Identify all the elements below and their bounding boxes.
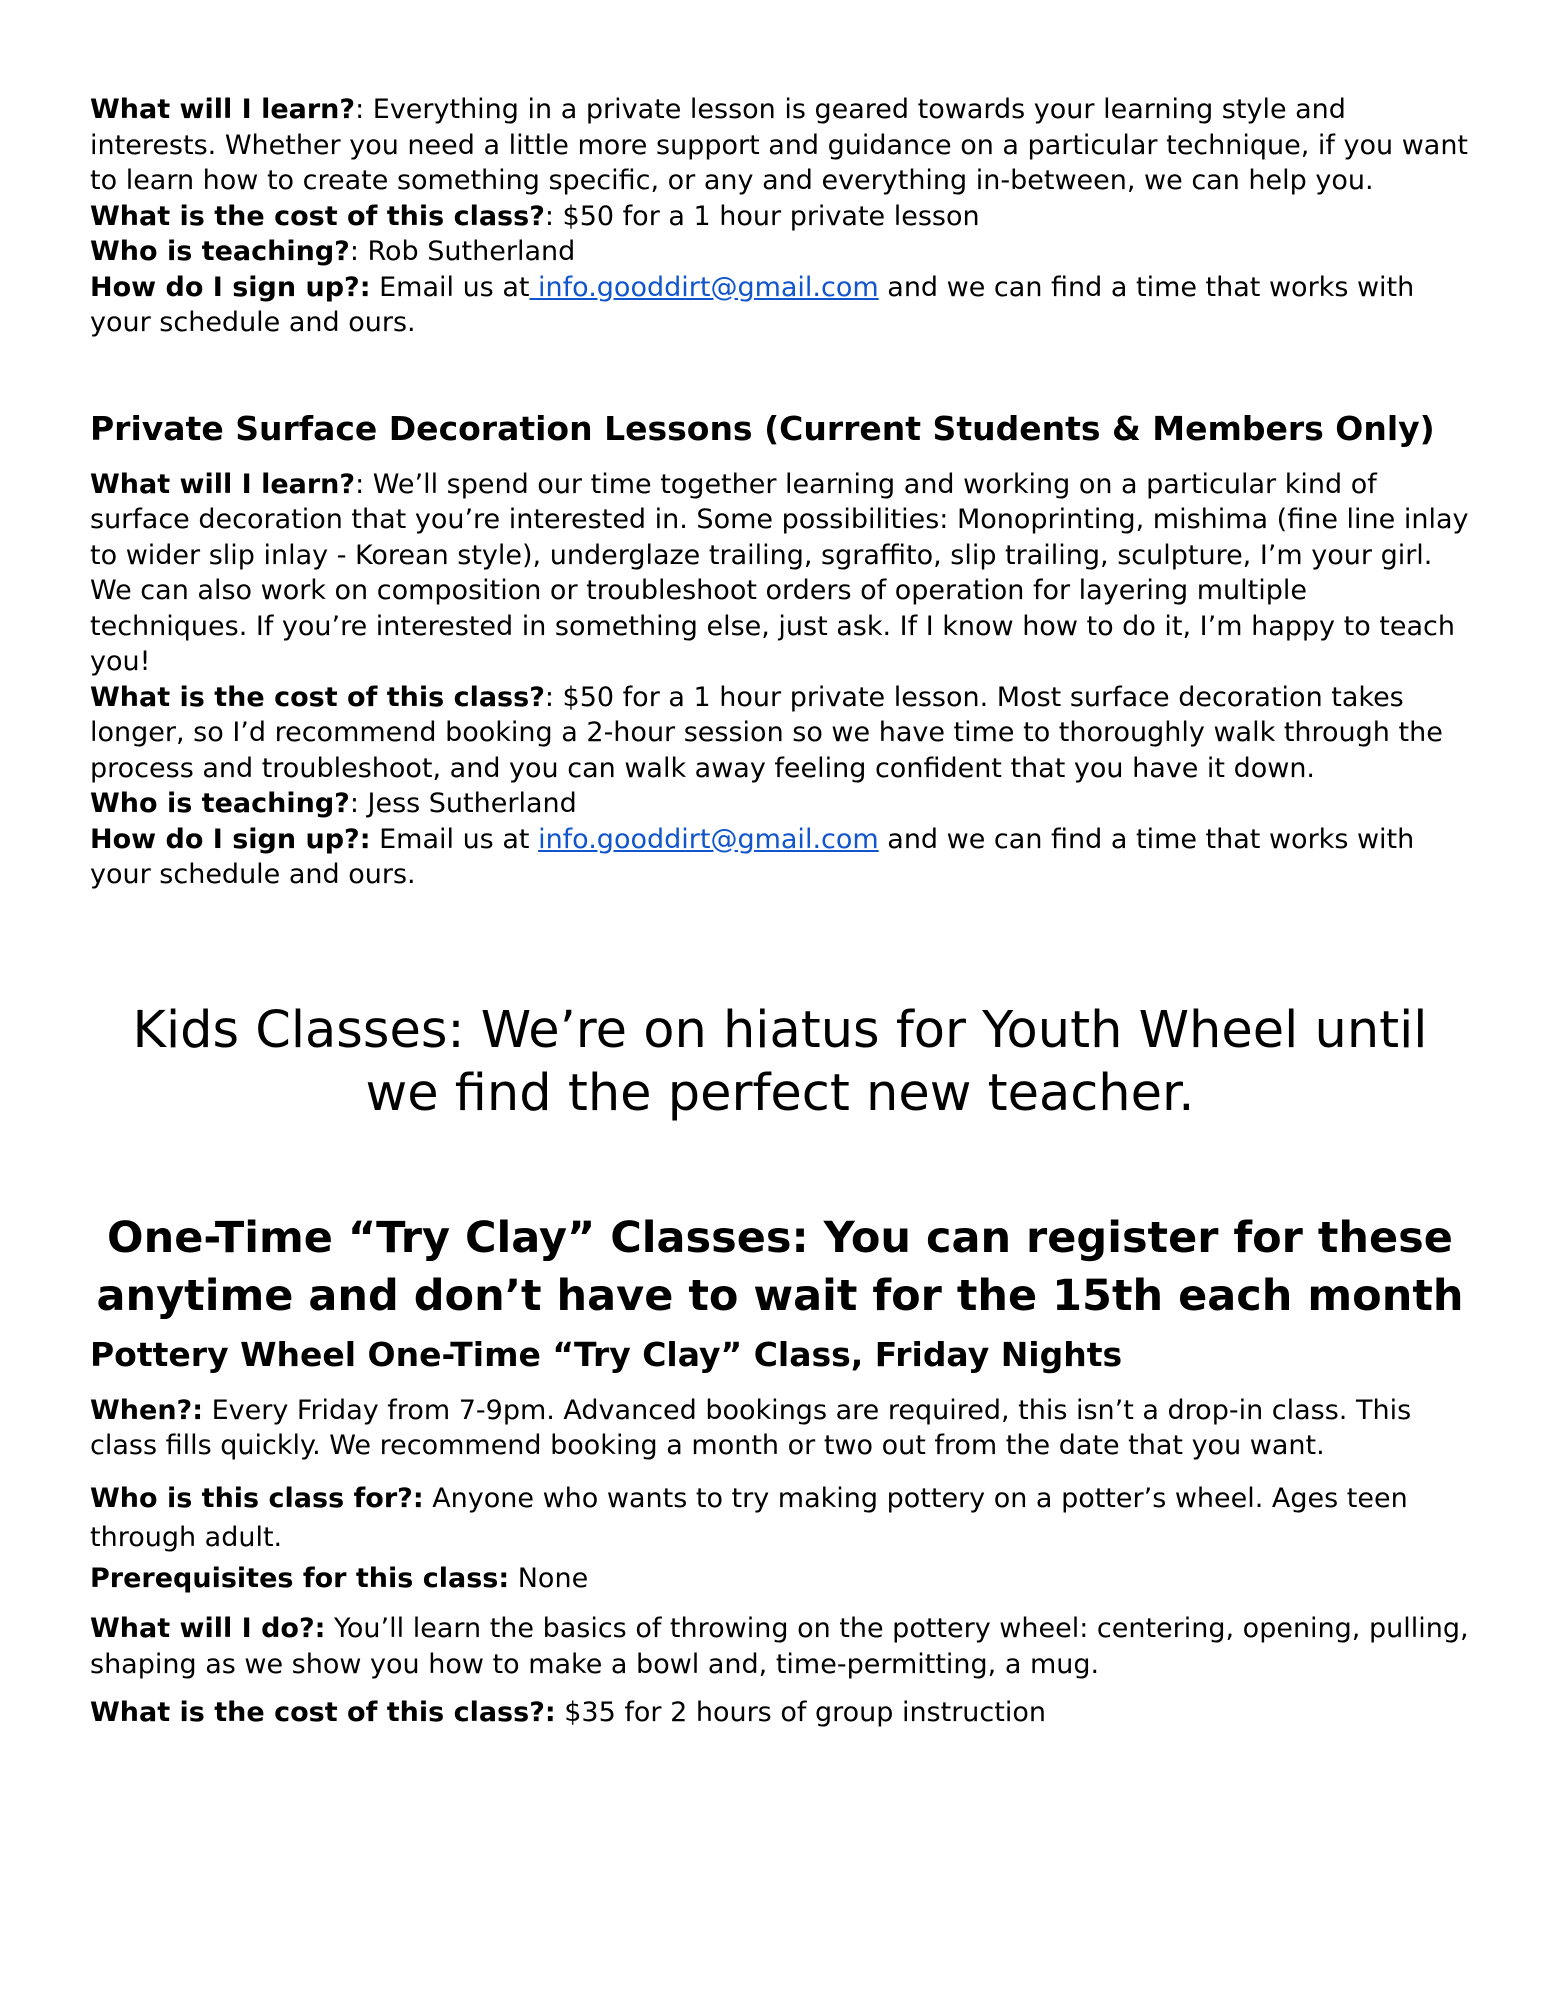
surface-lessons-section	[90, 407, 1470, 893]
cost-text: : $50 for a 1 hour private lesson	[544, 200, 980, 232]
teacher-label: Who is teaching?	[90, 236, 350, 267]
signup-post-text: and we can find a time that works with your schedule and ours.	[90, 271, 1415, 338]
teacher-text: : Rob Sutherland	[349, 236, 576, 267]
prereq-paragraph	[90, 1561, 1470, 1597]
learn-paragraph	[90, 467, 1470, 680]
teacher-paragraph	[90, 234, 1470, 270]
when-paragraph	[90, 1393, 1470, 1464]
cost-paragraph	[90, 680, 1470, 787]
teacher-text: : Jess Sutherland	[349, 788, 577, 819]
cost-label: What is the cost of this class?:	[90, 1697, 556, 1728]
cost-text: $35 for 2 hours of group instruction	[555, 1697, 1046, 1728]
learn-text: : Everything in a private lesson is geared towards your learning style and interests. Whether you need a little more support and guidance on a particular technique, if you want to learn how to create something specific, or any and everything in-between, we can help you.	[90, 94, 1469, 196]
learn-paragraph	[90, 92, 1470, 199]
signup-paragraph	[90, 270, 1470, 341]
do-paragraph	[90, 1611, 1470, 1682]
cost-paragraph	[90, 199, 1470, 235]
teacher-label: Who is teaching?	[90, 788, 350, 819]
signup-pre-text: Email us at	[370, 271, 530, 303]
signup-paragraph	[90, 822, 1470, 893]
learn-text: : We’ll spend our time together learning and working on a particular kind of surface decoration that you’re interested in. Some possibilities: Monoprinting, mishima (fine line inlay to wider slip inlay - Korean style), underglaze trailing, sgraffito, slip trailing, sculpture, I’m your girl. We can also work on composition or troubleshoot orders of operation for layering multiple techniques. If you’re interested in something else, just ask. If I know how to do it, I’m happy to teach you!	[90, 468, 1469, 677]
cost-label: What is the cost of this class?	[90, 200, 545, 232]
kids-classes-heading: Kids Classes: We’re on hiatus for Youth Wheel until we find the perfect new teacher.	[132, 1000, 1428, 1123]
when-text: Every Friday from 7-9pm. Advanced bookings are required, this isn’t a drop-in class. This class fills quickly. We recommend booking a month or two out from the date that you want.	[90, 1394, 1412, 1461]
do-text: You’ll learn the basics of throwing on the pottery wheel: centering, opening, pulling, shaping as we show you how to make a bowl and, time-permitting, a mug.	[90, 1613, 1469, 1680]
email-link[interactable]: info.gooddirt@gmail.com	[529, 271, 879, 303]
signup-label: How do I sign up?:	[90, 271, 371, 303]
email-link[interactable]: info.gooddirt@gmail.com	[538, 823, 879, 855]
do-label: What will I do?:	[90, 1613, 326, 1644]
cost-label: What is the cost of this class?	[90, 681, 545, 713]
teacher-paragraph	[90, 786, 1470, 822]
cost-text: : $50 for a 1 hour private lesson. Most surface decoration takes longer, so I’d recommend booking a 2-hour session so we have time to thoroughly walk through the process and troubleshoot, and you can walk away feeling confident that you have it down.	[90, 681, 1443, 784]
surface-lessons-heading: Private Surface Decoration Lessons (Current Students & Members Only)	[90, 408, 1435, 448]
learn-label: What will I learn?	[90, 468, 356, 500]
document-page	[90, 92, 1470, 1731]
signup-label: How do I sign up?:	[90, 823, 371, 855]
signup-pre-text: Email us at	[370, 823, 539, 855]
who-text: Anyone who wants to try making pottery on a potter’s wheel. Ages teen through adult.	[90, 1482, 1408, 1553]
try-clay-heading: One-Time “Try Clay” Classes: You can register for these anytime and don’t have to wait for the 15th each month	[96, 1212, 1464, 1321]
wheel-class-heading: Pottery Wheel One-Time “Try Clay” Class, Friday Nights	[90, 1334, 1123, 1374]
who-paragraph	[90, 1479, 1470, 1557]
prereq-label: Prerequisites for this class:	[90, 1562, 510, 1594]
private-lesson-section	[90, 92, 1470, 341]
signup-post-text: and we can find a time that works with your schedule and ours.	[90, 823, 1415, 890]
learn-label: What will I learn?	[90, 94, 356, 125]
prereq-text: None	[509, 1562, 589, 1594]
when-label: When?:	[90, 1394, 203, 1426]
cost-paragraph	[90, 1695, 1470, 1731]
who-label: Who is this class for?:	[90, 1482, 424, 1514]
wheel-class-section	[90, 1333, 1470, 1731]
